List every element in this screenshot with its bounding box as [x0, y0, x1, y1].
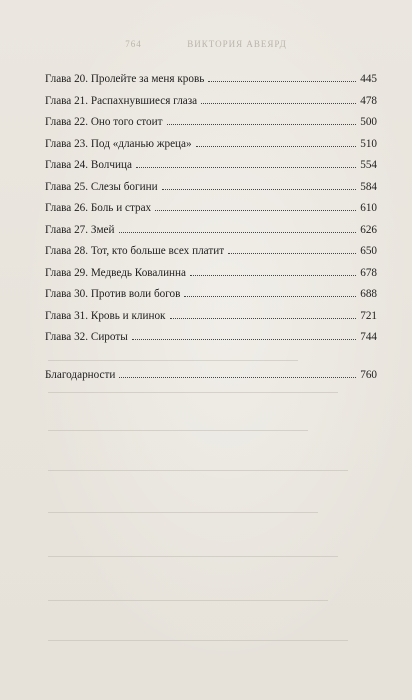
dot-leader [155, 210, 356, 211]
toc-entry-label: Глава 21. Распахнувшиеся глаза [45, 94, 198, 107]
bleed-through-line [48, 600, 328, 601]
toc-entry[interactable] [45, 330, 377, 352]
header-page-number: 764 [125, 39, 142, 49]
toc-entry-page: 678 [360, 266, 377, 279]
toc-entry-page: 721 [360, 309, 377, 322]
dot-leader [119, 377, 356, 378]
toc-entry-page: 478 [360, 94, 377, 107]
toc-entry-acknowledgments[interactable] [45, 368, 377, 390]
bleed-through-line [48, 392, 338, 393]
toc-entry-label: Глава 25. Слезы богини [45, 180, 158, 193]
toc-entry[interactable] [45, 201, 377, 223]
toc-entry-label: Глава 24. Волчица [45, 159, 132, 171]
chapter-list [45, 72, 377, 352]
header-running-title: ВИКТОРИЯ АВЕЯРД [187, 39, 287, 49]
toc-entry-label: Глава 31. Кровь и клинок [45, 309, 166, 322]
toc-entry-page: 510 [360, 137, 377, 150]
toc-entry-page: 744 [360, 331, 377, 343]
bleed-through-line [48, 470, 348, 471]
toc-entry-label: Благодарности [45, 368, 116, 381]
toc-entry-label: Глава 26. Боль и страх [45, 202, 152, 214]
dot-leader [162, 189, 357, 190]
toc-entry[interactable] [45, 72, 377, 94]
toc-entry-page: 584 [360, 180, 377, 193]
dot-leader [167, 124, 357, 125]
toc-entry[interactable] [45, 158, 377, 180]
dot-leader [196, 146, 357, 147]
dot-leader [132, 339, 356, 340]
toc-entry[interactable] [45, 287, 377, 309]
toc-entry[interactable] [45, 180, 377, 202]
toc-entry-page: 445 [360, 73, 377, 85]
section-spacer [45, 352, 377, 368]
toc-entry-label: Глава 28. Тот, кто больше всех платит [45, 245, 225, 257]
toc-entry-label: Глава 29. Медведь Ковалинна [45, 266, 186, 279]
bleed-through-line [48, 556, 338, 557]
dot-leader [228, 253, 356, 254]
running-header [0, 39, 412, 49]
toc-entry-label: Глава 23. Под «дланью жреца» [45, 137, 192, 150]
toc-entry[interactable] [45, 244, 377, 266]
table-of-contents [45, 72, 377, 389]
toc-entry-page: 626 [360, 223, 377, 236]
bleed-through-line [48, 430, 308, 431]
dot-leader [136, 167, 356, 168]
toc-entry[interactable] [45, 223, 377, 245]
toc-entry-label: Глава 32. Сироты [45, 331, 128, 343]
toc-entry-page: 610 [360, 202, 377, 214]
dot-leader [119, 232, 357, 233]
toc-entry-label: Глава 30. Против воли богов [45, 288, 181, 300]
toc-entry-page: 688 [360, 288, 377, 300]
bleed-through-line [48, 640, 348, 641]
toc-entry-page: 554 [360, 159, 377, 171]
toc-entry-label: Глава 20. Пролейте за меня кровь [45, 73, 205, 85]
bleed-through-line [48, 512, 318, 513]
toc-entry-label: Глава 27. Змей [45, 223, 115, 236]
toc-entry[interactable] [45, 94, 377, 116]
toc-entry-page: 760 [360, 368, 377, 381]
dot-leader [208, 81, 356, 82]
toc-entry-page: 500 [360, 116, 377, 128]
dot-leader [201, 103, 356, 104]
toc-entry[interactable] [45, 266, 377, 288]
toc-entry[interactable] [45, 137, 377, 159]
dot-leader [184, 296, 356, 297]
toc-entry-label: Глава 22. Оно того стоит [45, 116, 163, 128]
dot-leader [190, 275, 356, 276]
toc-entry[interactable] [45, 309, 377, 331]
toc-entry[interactable] [45, 115, 377, 137]
dot-leader [170, 318, 357, 319]
toc-entry-page: 650 [360, 245, 377, 257]
